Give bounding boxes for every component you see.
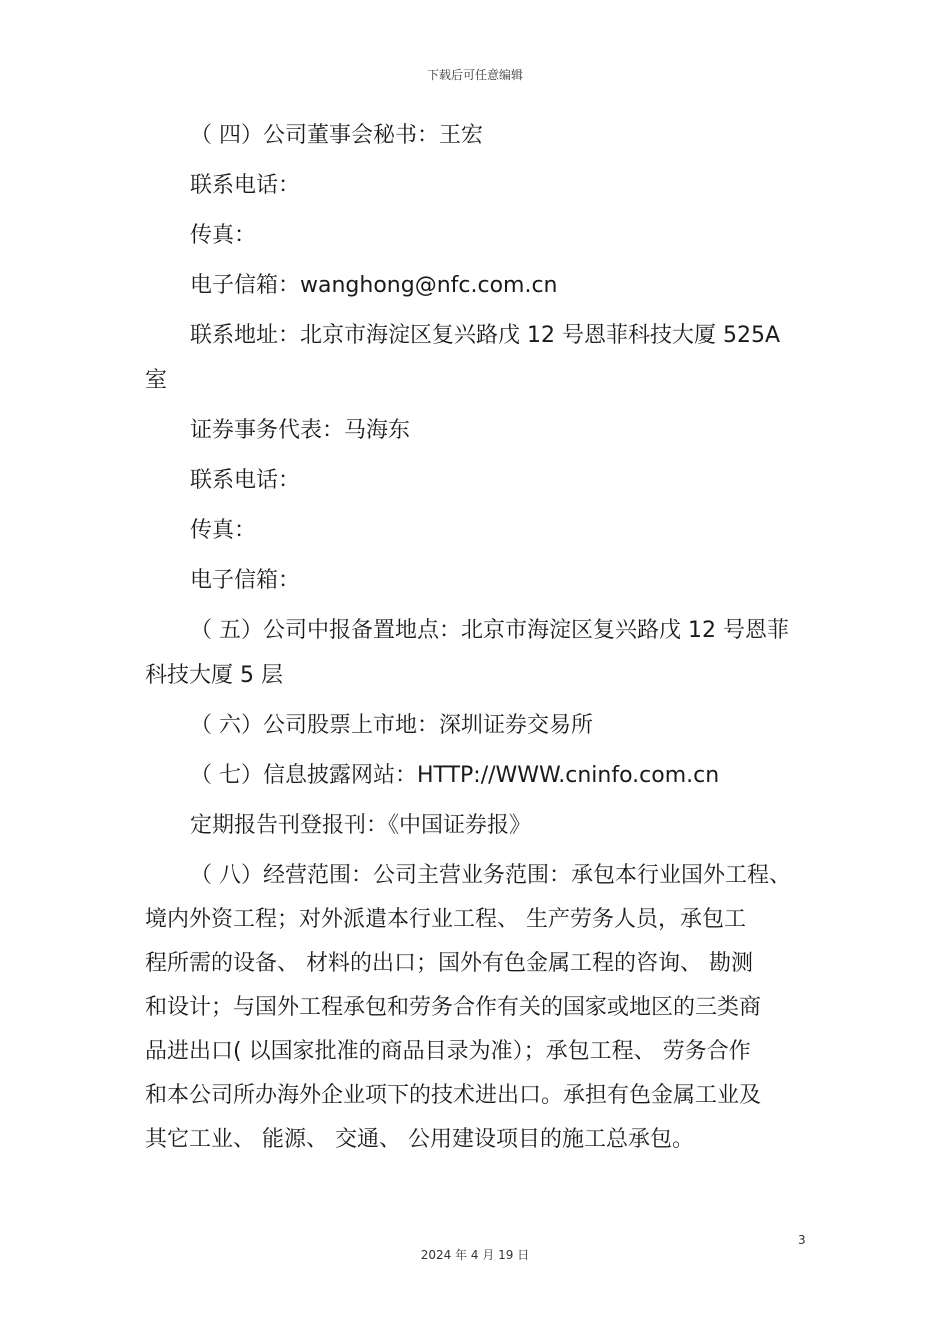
- text-line: 其它工业、 能源、 交通、 公用建设项目的施工总承包。: [145, 1127, 694, 1152]
- text-line: 科技大厦 5 层: [145, 663, 283, 688]
- text-line: 电子信箱：wanghong@nfc.com.cn: [190, 273, 558, 298]
- footer-date: 2024 年 4 月 19 日: [420, 1248, 530, 1262]
- text-line: 电子信箱：: [190, 568, 301, 593]
- page-header: 下载后可任意编辑: [426, 68, 523, 82]
- text-line: 和本公司所办海外企业项下的技术进出口。承担有色金属工业及: [145, 1083, 762, 1108]
- text-line: 和设计；与国外工程承包和劳务合作有关的国家或地区的三类商: [145, 995, 762, 1020]
- text-line: （ 八）经营范围：公司主营业务范围：承包本行业国外工程、: [190, 863, 791, 888]
- text-line: 联系地址：北京市海淀区复兴路戊 12 号恩菲科技大厦 525A: [190, 323, 781, 348]
- text-line: 程所需的设备、 材料的出口；国外有色金属工程的咨询、 勘测: [145, 951, 753, 976]
- page-number: 3: [798, 1233, 806, 1247]
- text-line: 联系电话：: [190, 468, 301, 493]
- text-line: 证券事务代表：马海东: [190, 418, 411, 443]
- text-line: 联系电话：: [190, 173, 301, 198]
- text-line: （ 四）公司董事会秘书：王宏: [190, 123, 483, 148]
- text-line: 境内外资工程；对外派遣本行业工程、 生产劳务人员，承包工: [145, 907, 746, 932]
- text-line: （ 六）公司股票上市地：深圳证券交易所: [190, 713, 593, 738]
- text-line: 传真：: [190, 518, 257, 543]
- text-line: （ 七）信息披露网站：HTTP://WWW.cninfo.com.cn: [190, 763, 720, 788]
- text-line: （ 五）公司中报备置地点：北京市海淀区复兴路戊 12 号恩菲: [190, 618, 789, 643]
- text-line: 定期报告刊登报刊：《中国证券报》: [190, 813, 532, 838]
- text-line: 室: [145, 368, 168, 393]
- text-line: 品进出口( 以国家批准的商品目录为准）；承包工程、 劳务合作: [145, 1039, 751, 1064]
- text-line: 传真：: [190, 223, 257, 248]
